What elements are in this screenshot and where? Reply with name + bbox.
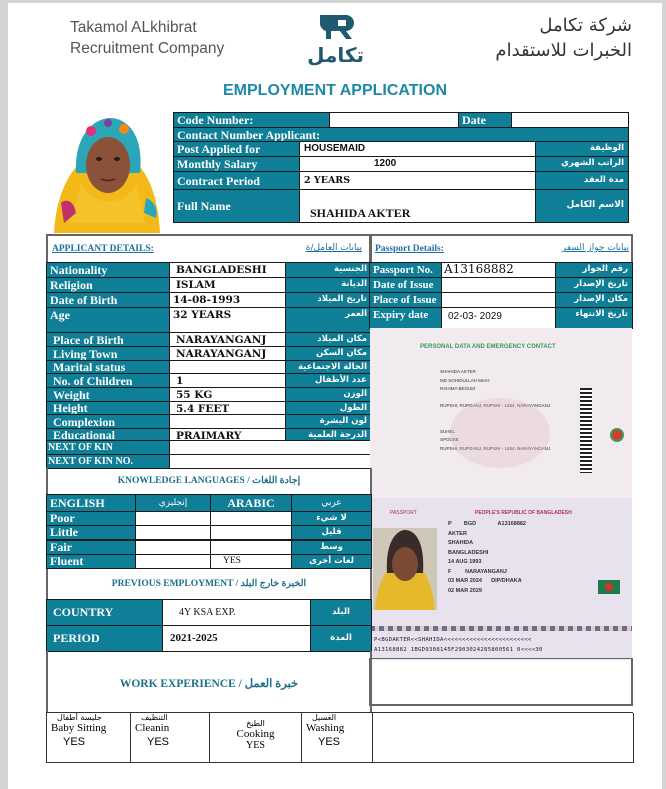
applicant-label: Age bbox=[46, 307, 170, 333]
passport-scan-image bbox=[370, 328, 632, 660]
applicant-value bbox=[169, 360, 286, 374]
scan-section-title: PERSONAL DATA AND EMERGENCY CONTACT bbox=[420, 344, 556, 350]
applicant-label: Date of Birth bbox=[46, 292, 170, 308]
passport-data-page bbox=[370, 328, 632, 498]
page-title: EMPLOYMENT APPLICATION bbox=[223, 82, 447, 99]
scan-issue: 03 MAR 2024 bbox=[448, 578, 482, 584]
skill-en: Cleanin bbox=[135, 722, 170, 734]
passport-portrait-icon bbox=[373, 528, 437, 610]
bangladesh-flag-icon bbox=[598, 580, 620, 594]
passport-footer-box bbox=[369, 658, 633, 706]
applicant-label-ar: الحالة الاجتماعية bbox=[285, 360, 372, 374]
applicant-label-ar: الدرجة العلمية bbox=[285, 428, 372, 441]
applicant-label-ar: الوزن bbox=[285, 387, 372, 402]
skill-value: YES bbox=[147, 736, 170, 748]
arabic-level-cell[interactable] bbox=[210, 511, 292, 526]
skill-en: Washing bbox=[306, 722, 345, 734]
full-name-label: Full Name bbox=[173, 189, 300, 223]
applicant-label-ar: العمر bbox=[285, 307, 372, 333]
scan-surname: AKTER bbox=[448, 530, 467, 537]
applicant-value: 32 YEARS bbox=[169, 307, 286, 333]
language-level-label: Little bbox=[46, 525, 136, 540]
previous-employment-value: 2021-2025 bbox=[162, 625, 311, 652]
work-experience-heading: WORK EXPERIENCE / خبرة العمل bbox=[119, 678, 299, 690]
applicant-value: NARAYANGANJ bbox=[169, 332, 286, 347]
company-name-ar-line2: الخبرات للاستقدام bbox=[495, 40, 632, 61]
skill-value: YES bbox=[63, 736, 86, 748]
arabic-header-ar: عربي bbox=[291, 494, 372, 512]
bangladesh-emblem-icon bbox=[610, 428, 624, 442]
english-level-cell[interactable] bbox=[135, 554, 211, 569]
applicant-label: Nationality bbox=[46, 262, 170, 278]
applicant-portrait-icon bbox=[46, 113, 170, 233]
scan-authority: DIP/DHAKA bbox=[491, 578, 522, 584]
scan-code: BGD bbox=[463, 521, 477, 527]
language-level-label: Fair bbox=[46, 540, 136, 555]
monthly-salary-label: Monthly Salary bbox=[173, 156, 300, 172]
scan-birthplace: NARAYANGANJ bbox=[465, 568, 507, 575]
passport-label-ar: رقم الجواز bbox=[555, 262, 633, 278]
scan-security-strip bbox=[370, 626, 632, 631]
language-level-label-ar: وسط bbox=[291, 540, 372, 555]
passport-value: A13168882 bbox=[441, 262, 556, 278]
scan-country-header: PEOPLE'S REPUBLIC OF BANGLADESH bbox=[475, 510, 572, 516]
passport-label: Expiry date bbox=[369, 307, 442, 329]
scan-emergency-address: RUPSHI, RUPGANJ, RUPSHI - 1464, NARAYANGANJ bbox=[440, 445, 551, 451]
applicant-photo bbox=[46, 113, 170, 233]
scan-watermark bbox=[450, 398, 550, 468]
post-applied-label-ar: الوظيفة bbox=[535, 141, 629, 157]
passport-details-heading-ar: بيانات جواز السفر bbox=[561, 243, 629, 253]
applicant-label-ar: الطول bbox=[285, 401, 372, 415]
work-skills-row bbox=[46, 712, 633, 763]
monthly-salary-value: 1200 bbox=[299, 156, 536, 172]
skill-baby-sitting bbox=[47, 713, 131, 763]
applicant-label: Place of Birth bbox=[46, 332, 170, 347]
next-of-kin-no-label: NEXT OF KIN NO. bbox=[46, 454, 170, 469]
applicant-label: Height bbox=[46, 401, 170, 415]
passport-details-header bbox=[369, 234, 633, 262]
applicant-label: Religion bbox=[46, 277, 170, 293]
logo-tr-icon bbox=[318, 13, 354, 41]
post-applied-value: HOUSEMAID bbox=[299, 141, 536, 157]
next-of-kin-field[interactable] bbox=[169, 440, 371, 455]
english-level-cell[interactable] bbox=[135, 540, 211, 555]
work-experience-header bbox=[46, 651, 372, 713]
skill-value: YES bbox=[246, 740, 265, 751]
skill-value: YES bbox=[318, 736, 341, 748]
next-of-kin-label: NEXT OF KIN bbox=[46, 440, 170, 455]
skills-blank-cell bbox=[373, 713, 634, 763]
previous-employment-label-ar: المدة bbox=[310, 625, 372, 652]
applicant-label-ar: مكان السكن bbox=[285, 346, 372, 361]
passport-details-heading: Passport Details: bbox=[375, 244, 444, 254]
passport-label-ar: تاريخ الانتهاء bbox=[555, 307, 633, 329]
company-logo bbox=[308, 13, 364, 71]
scan-type: P bbox=[448, 521, 452, 527]
applicant-label-ar: الديانة bbox=[285, 277, 372, 293]
skill-ar: جليسة أطفال bbox=[57, 713, 102, 722]
language-level-label-ar: قليل bbox=[291, 525, 372, 540]
previous-employment-label-ar: البلد bbox=[310, 599, 372, 626]
arabic-level-cell[interactable] bbox=[210, 540, 292, 555]
passport-bio-page bbox=[370, 498, 632, 660]
applicant-label: Complexion bbox=[46, 414, 170, 429]
skill-ar: التنظيف bbox=[141, 713, 168, 722]
applicant-details-header bbox=[46, 234, 372, 262]
skill-ar: الغسيل bbox=[312, 713, 337, 722]
scan-mrz bbox=[374, 635, 543, 655]
applicant-label-ar: عدد الأطفال bbox=[285, 373, 372, 388]
applicant-value: ISLAM bbox=[169, 277, 286, 293]
code-number-field[interactable] bbox=[329, 112, 459, 128]
arabic-level-cell[interactable]: YES bbox=[210, 554, 292, 569]
next-of-kin-no-field[interactable] bbox=[169, 454, 371, 469]
post-applied-label: Post Applied for bbox=[173, 141, 300, 157]
passport-label-ar: تاريخ الإصدار bbox=[555, 277, 633, 293]
skill-washing bbox=[302, 713, 373, 763]
scan-barcode-icon bbox=[580, 388, 592, 473]
scan-expiry: 02 MAR 2029 bbox=[448, 587, 482, 594]
skill-en: Baby Sitting bbox=[51, 722, 107, 734]
applicant-label: Weight bbox=[46, 387, 170, 402]
applicant-value: NARAYANGANJ bbox=[169, 346, 286, 361]
scan-bio-fields bbox=[448, 520, 526, 596]
previous-employment-header bbox=[46, 569, 372, 599]
applicant-label: Marital status bbox=[46, 360, 170, 374]
languages-header bbox=[46, 468, 372, 494]
scan-mother: RAHIMA BEGUM bbox=[440, 386, 476, 391]
monthly-salary-label-ar: الراتب الشهري bbox=[535, 156, 629, 172]
applicant-value bbox=[169, 414, 286, 429]
passport-label: Place of Issue bbox=[369, 292, 442, 308]
scan-passport-word: PASSPORT bbox=[390, 510, 417, 516]
contract-period-label-ar: مدة العقد bbox=[535, 171, 629, 190]
applicant-value: 1 bbox=[169, 373, 286, 388]
contract-period-value: 2 YEARS bbox=[299, 171, 536, 190]
languages-heading: KNOWLEDGE LANGUAGES / إجادة اللغات bbox=[117, 476, 301, 486]
contact-number-label: Contact Number Applicant: bbox=[173, 127, 629, 142]
arabic-header: ARABIC bbox=[210, 494, 292, 512]
applicant-value: 55 KG bbox=[169, 387, 286, 402]
applicant-label-ar: تاريخ الميلاد bbox=[285, 292, 372, 308]
previous-employment-label: PERIOD bbox=[46, 625, 163, 652]
date-label: Date bbox=[458, 112, 512, 128]
scan-permanent-address: RUPSHI, RUPGANJ, RUPSHI - 1464, NARAYANGANJ bbox=[440, 403, 551, 408]
scan-sex: F bbox=[448, 568, 452, 575]
scan-mrz-line1: P<BGDAKTER<<SHAHIDA<<<<<<<<<<<<<<<<<<<<<<<< bbox=[374, 637, 532, 643]
applicant-label: Educational bbox=[46, 428, 170, 441]
language-level-label-ar: لغات أخرى bbox=[291, 554, 372, 569]
passport-label: Date of Issue bbox=[369, 277, 442, 293]
applicant-details-heading: APPLICANT DETAILS: bbox=[52, 244, 154, 254]
scan-given: SHAHIDA bbox=[448, 540, 474, 546]
scan-emergency-name: SUHEL bbox=[440, 428, 456, 434]
logo-word: تكامل bbox=[307, 43, 364, 67]
applicant-value: BANGLADESHI bbox=[169, 262, 286, 278]
passport-value bbox=[441, 292, 556, 308]
english-header: ENGLISH bbox=[46, 494, 136, 512]
date-field[interactable] bbox=[511, 112, 629, 128]
contract-period-label: Contract Period bbox=[173, 171, 300, 190]
language-level-label: Poor bbox=[46, 511, 136, 526]
previous-employment-value: 4Y KSA EXP. bbox=[162, 599, 311, 626]
passport-value bbox=[441, 277, 556, 293]
company-name-ar bbox=[495, 13, 632, 63]
english-level-cell[interactable] bbox=[135, 525, 211, 540]
full-name-value: SHAHIDA AKTER bbox=[299, 189, 536, 223]
company-name-ar-line1: شركة تكامل bbox=[539, 15, 632, 36]
previous-employment-heading: PREVIOUS EMPLOYMENT / الخبرة خارج البلد bbox=[111, 579, 307, 589]
skill-en: Cooking bbox=[236, 728, 275, 740]
previous-employment-label: COUNTRY bbox=[46, 599, 163, 626]
applicant-value: 14-08-1993 bbox=[169, 292, 286, 308]
passport-label-ar: مكان الإصدار bbox=[555, 292, 633, 308]
skill-cleaning bbox=[131, 713, 210, 763]
full-name-label-ar: الاسم الكامل bbox=[535, 189, 629, 223]
language-level-label: Fluent bbox=[46, 554, 136, 569]
scan-father: MD SOHIDULLAH MIAH bbox=[440, 377, 490, 383]
applicant-label: No. of Children bbox=[46, 373, 170, 388]
applicant-label: Living Town bbox=[46, 346, 170, 361]
scan-relationship: SPOUSE bbox=[440, 437, 459, 442]
scan-dob: 14 AUG 1993 bbox=[448, 559, 482, 565]
passport-photo bbox=[373, 528, 437, 610]
applicant-label-ar: مكان الميلاد bbox=[285, 332, 372, 347]
applicant-value: PRAIMARY bbox=[169, 428, 286, 441]
scan-nationality: BANGLADESHI bbox=[448, 549, 489, 556]
arabic-level-cell[interactable] bbox=[210, 525, 292, 540]
passport-value: 02-03- 2029 bbox=[441, 307, 556, 329]
passport-label: Passport No. bbox=[369, 262, 442, 278]
company-name-en-line1: Takamol ALkhibrat bbox=[70, 19, 197, 36]
language-level-label-ar: لا شيء bbox=[291, 511, 372, 526]
skill-ar: الطبخ bbox=[246, 719, 265, 728]
scan-mrz-line2: A13168882 1BGD9308145F2903024285800561 0<<<<30 bbox=[374, 647, 543, 653]
applicant-value: 5.4 FEET bbox=[169, 401, 286, 415]
code-number-label: Code Number: bbox=[173, 112, 330, 128]
company-name-en-line2: Recruitment Company bbox=[70, 40, 225, 57]
english-header-ar: إنجليزي bbox=[135, 494, 211, 512]
scan-name: SHAHIDA AKTER bbox=[440, 369, 476, 374]
applicant-details-heading-ar: بيانات العامل/ة bbox=[305, 243, 362, 253]
application-page bbox=[8, 3, 662, 789]
applicant-label-ar: الجنسية bbox=[285, 262, 372, 278]
applicant-label-ar: لون البشرة bbox=[285, 414, 372, 429]
english-level-cell[interactable] bbox=[135, 511, 211, 526]
skill-cooking bbox=[210, 713, 302, 763]
company-name-en bbox=[70, 17, 224, 59]
scan-number: A13168882 bbox=[497, 521, 526, 527]
